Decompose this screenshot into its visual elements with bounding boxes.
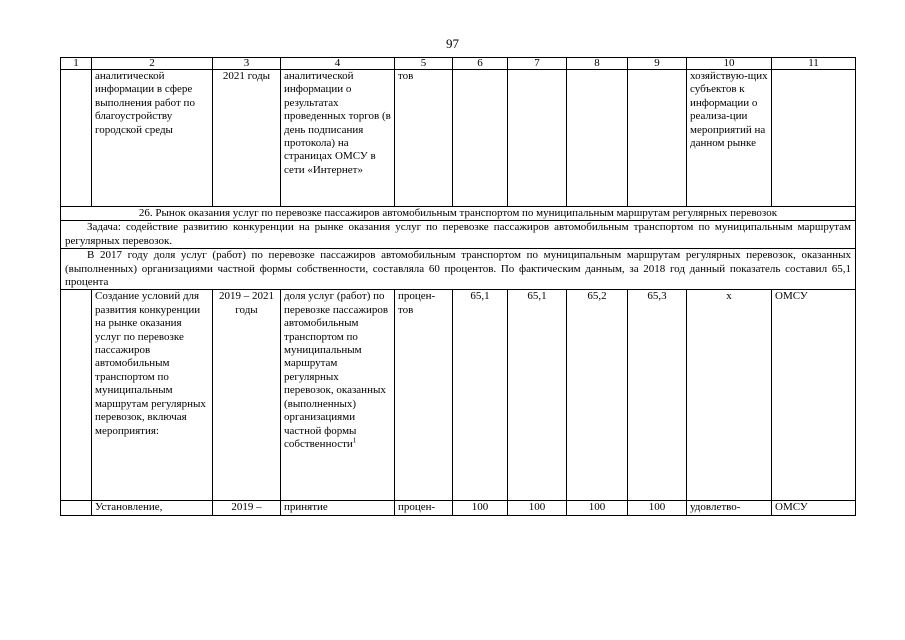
- col-num: 8: [567, 58, 628, 70]
- table-row: [61, 501, 856, 515]
- cell-result: хозяйствую-щих субъектов к информации о реализа-ции мероприятий на данном рынке: [687, 70, 772, 207]
- table-row-continued: [61, 70, 856, 207]
- cell: [61, 70, 92, 207]
- task-row: [61, 221, 856, 249]
- cell-measure: аналитической информации в сфере выполнения работ по благоустройству городской среды: [92, 70, 213, 207]
- col-num: 10: [687, 58, 772, 70]
- cell-indicator: аналитической информации о результатах проведенных торгов (в день подписания протокола) на страницах ОМСУ в сети «Интернет»: [281, 70, 395, 207]
- col-num: 7: [508, 58, 567, 70]
- cell-period: 2021 годы: [213, 70, 281, 207]
- section-title-row: [61, 207, 856, 221]
- col-num: 2: [92, 58, 213, 70]
- cell-indicator: принятие: [281, 501, 395, 515]
- cell-value: 65,1: [508, 290, 567, 501]
- cell-unit: процен-: [395, 501, 453, 515]
- footnote-marker: 1: [352, 436, 357, 445]
- cell-indicator: [281, 290, 395, 501]
- cell-period: 2019 –: [213, 501, 281, 515]
- cell-value: [628, 70, 687, 207]
- cell: [61, 290, 92, 501]
- cell-value: 100: [453, 501, 508, 515]
- cell-result: х: [687, 290, 772, 501]
- cell-measure: Создание условий для развития конкуренции на рынке оказания услуг по перевозке пассажиров автомобильным транспортом по муниципальным маршрутам регулярных перевозок, включая мероприятия:: [92, 290, 213, 501]
- col-num: 3: [213, 58, 281, 70]
- cell-value: 100: [567, 501, 628, 515]
- cell-value: 65,1: [453, 290, 508, 501]
- cell-result: удовлетво-: [687, 501, 772, 515]
- indicator-text: доля услуг (работ) по перевозке пассажиров автомобильным транспортом по муниципальным маршрутам регулярных перевозок, оказанных (выполненных) организациями частной формы собственности: [284, 290, 389, 450]
- cell-unit: процен-тов: [395, 290, 453, 501]
- col-num: 4: [281, 58, 395, 70]
- cell-value: 65,3: [628, 290, 687, 501]
- cell-responsible: [772, 70, 856, 207]
- info-text: В 2017 году доля услуг (работ) по перевозке пассажиров автомобильным транспортом по муниципальным маршрутам регулярных перевозок, оказанных (выполненных) организациями частной формы собственности, составляла 60 процентов. По фактическим данным, за 2018 год данный показатель составил 65,1 процента: [61, 249, 856, 290]
- cell-period: 2019 – 2021 годы: [213, 290, 281, 501]
- cell-value: 100: [508, 501, 567, 515]
- cell-value: [567, 70, 628, 207]
- col-num: 5: [395, 58, 453, 70]
- cell-value: [453, 70, 508, 207]
- table-row: [61, 290, 856, 501]
- task-text: Задача: содействие развитию конкуренции на рынке оказания услуг по перевозке пассажиров автомобильным транспортом по муниципальным маршрутам регулярных перевозок.: [61, 221, 856, 249]
- cell-unit: тов: [395, 70, 453, 207]
- col-num: 9: [628, 58, 687, 70]
- column-number-row: [61, 58, 856, 70]
- cell-responsible: ОМСУ: [772, 501, 856, 515]
- cell: [61, 501, 92, 515]
- cell-value: [508, 70, 567, 207]
- measures-table: [60, 57, 856, 516]
- cell-value: 65,2: [567, 290, 628, 501]
- cell-value: 100: [628, 501, 687, 515]
- cell-measure: Установление,: [92, 501, 213, 515]
- page-number: 97: [446, 36, 459, 51]
- col-num: 11: [772, 58, 856, 70]
- section-title: 26. Рынок оказания услуг по перевозке пассажиров автомобильным транспортом по муниципальным маршрутам регулярных перевозок: [61, 207, 856, 221]
- col-num: 6: [453, 58, 508, 70]
- cell-responsible: ОМСУ: [772, 290, 856, 501]
- info-row: [61, 249, 856, 290]
- col-num: 1: [61, 58, 92, 70]
